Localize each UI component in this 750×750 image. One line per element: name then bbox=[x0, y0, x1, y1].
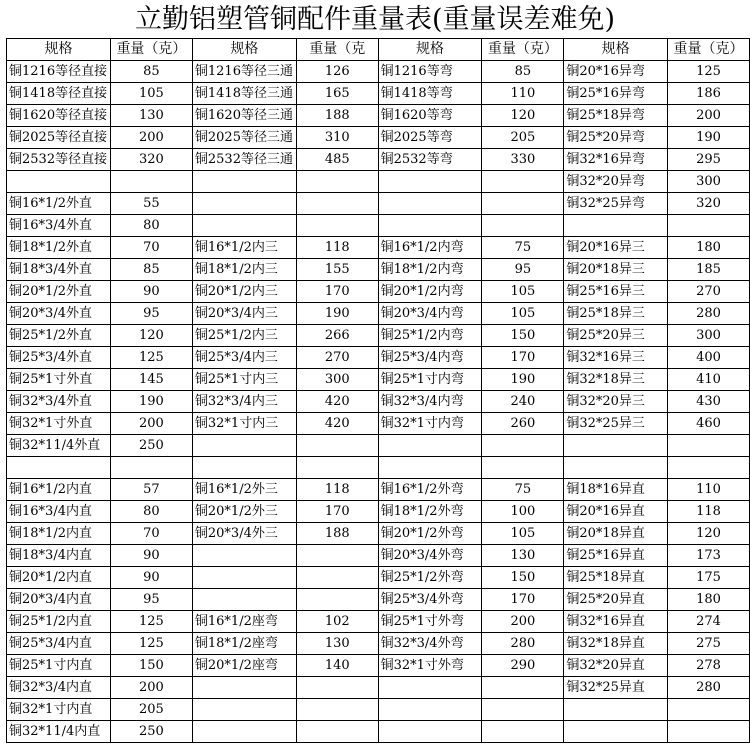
spec-cell: 铜1620等弯 bbox=[378, 105, 482, 127]
spec-cell: 铜32*20异直 bbox=[564, 655, 668, 677]
weight-cell: 400 bbox=[668, 347, 750, 369]
weight-cell: 125 bbox=[110, 347, 192, 369]
table-row bbox=[7, 325, 750, 347]
weight-cell bbox=[482, 435, 564, 457]
spec-cell: 铜20*1/2座弯 bbox=[192, 655, 296, 677]
spec-cell: 铜20*1/2内直 bbox=[7, 567, 111, 589]
weight-cell: 278 bbox=[668, 655, 750, 677]
table-row bbox=[7, 215, 750, 237]
table-row bbox=[7, 237, 750, 259]
spec-cell: 铜16*1/2内直 bbox=[7, 479, 111, 501]
spec-cell: 铜32*3/4内弯 bbox=[378, 391, 482, 413]
weight-cell: 320 bbox=[110, 149, 192, 171]
table-row bbox=[7, 83, 750, 105]
weight-cell: 173 bbox=[668, 545, 750, 567]
spec-cell: 铜2025等径直接 bbox=[7, 127, 111, 149]
spec-cell: 铜25*18异弯 bbox=[564, 105, 668, 127]
spec-cell: 铜20*3/4内直 bbox=[7, 589, 111, 611]
spec-cell: 铜20*3/4内弯 bbox=[378, 303, 482, 325]
spec-cell: 铜2532等弯 bbox=[378, 149, 482, 171]
weight-cell: 280 bbox=[482, 633, 564, 655]
header-row bbox=[7, 39, 750, 61]
spec-cell bbox=[378, 193, 482, 215]
weight-cell: 280 bbox=[668, 303, 750, 325]
weight-cell: 150 bbox=[482, 325, 564, 347]
weight-cell: 105 bbox=[110, 83, 192, 105]
spec-cell bbox=[378, 699, 482, 721]
weight-cell bbox=[482, 171, 564, 193]
spec-cell: 铜32*25异三 bbox=[564, 413, 668, 435]
weight-cell: 295 bbox=[668, 149, 750, 171]
header-spec: 规格 bbox=[192, 39, 296, 61]
table-row bbox=[7, 545, 750, 567]
weight-cell: 130 bbox=[482, 545, 564, 567]
weight-cell bbox=[668, 699, 750, 721]
weight-table-body bbox=[7, 39, 750, 743]
spec-cell: 铜32*20异三 bbox=[564, 391, 668, 413]
weight-cell bbox=[296, 435, 378, 457]
weight-cell: 190 bbox=[668, 127, 750, 149]
weight-cell: 85 bbox=[482, 61, 564, 83]
weight-cell: 57 bbox=[110, 479, 192, 501]
weight-cell: 75 bbox=[482, 479, 564, 501]
weight-cell bbox=[482, 215, 564, 237]
weight-cell: 274 bbox=[668, 611, 750, 633]
table-row bbox=[7, 457, 750, 479]
table-row bbox=[7, 127, 750, 149]
spec-cell: 铜20*16异三 bbox=[564, 237, 668, 259]
spec-cell: 铜32*1寸内直 bbox=[7, 699, 111, 721]
weight-cell: 80 bbox=[110, 501, 192, 523]
table-row bbox=[7, 655, 750, 677]
spec-cell: 铜2025等弯 bbox=[378, 127, 482, 149]
weight-cell bbox=[482, 193, 564, 215]
weight-cell: 118 bbox=[668, 501, 750, 523]
weight-cell: 105 bbox=[482, 523, 564, 545]
weight-cell: 190 bbox=[296, 303, 378, 325]
table-row bbox=[7, 171, 750, 193]
weight-cell: 125 bbox=[110, 633, 192, 655]
header-spec: 规格 bbox=[7, 39, 111, 61]
weight-cell: 300 bbox=[296, 369, 378, 391]
weight-cell: 125 bbox=[110, 611, 192, 633]
header-weight: 重量（克） bbox=[110, 39, 192, 61]
spec-cell: 铜32*1寸内弯 bbox=[378, 413, 482, 435]
spec-cell: 铜32*3/4内三 bbox=[192, 391, 296, 413]
spec-cell bbox=[192, 435, 296, 457]
spec-cell bbox=[378, 677, 482, 699]
weight-cell: 300 bbox=[668, 325, 750, 347]
weight-cell: 155 bbox=[296, 259, 378, 281]
spec-cell bbox=[192, 699, 296, 721]
weight-cell: 200 bbox=[110, 677, 192, 699]
weight-cell bbox=[482, 699, 564, 721]
table-row bbox=[7, 677, 750, 699]
weight-cell: 266 bbox=[296, 325, 378, 347]
weight-cell: 130 bbox=[296, 633, 378, 655]
spec-cell: 铜25*1寸外弯 bbox=[378, 611, 482, 633]
table-row bbox=[7, 699, 750, 721]
spec-cell: 铜16*1/2内三 bbox=[192, 237, 296, 259]
header-weight: 重量（克） bbox=[668, 39, 750, 61]
weight-cell: 165 bbox=[296, 83, 378, 105]
spec-cell: 铜18*1/2外弯 bbox=[378, 501, 482, 523]
spec-cell: 铜25*3/4内弯 bbox=[378, 347, 482, 369]
spec-cell: 铜32*16异三 bbox=[564, 347, 668, 369]
spec-cell bbox=[378, 215, 482, 237]
spec-cell: 铜25*1/2外弯 bbox=[378, 567, 482, 589]
table-row bbox=[7, 193, 750, 215]
table-row bbox=[7, 479, 750, 501]
header-weight: 重量（克 bbox=[296, 39, 378, 61]
spec-cell: 铜25*18异三 bbox=[564, 303, 668, 325]
spec-cell bbox=[192, 545, 296, 567]
spec-cell: 铜20*1/2外直 bbox=[7, 281, 111, 303]
spec-cell: 铜25*1寸内弯 bbox=[378, 369, 482, 391]
weight-cell: 125 bbox=[668, 61, 750, 83]
weight-cell: 250 bbox=[110, 721, 192, 743]
weight-cell: 250 bbox=[110, 435, 192, 457]
weight-cell: 90 bbox=[110, 567, 192, 589]
weight-cell bbox=[296, 457, 378, 479]
spec-cell: 铜18*1/2内直 bbox=[7, 523, 111, 545]
weight-cell: 200 bbox=[482, 611, 564, 633]
weight-cell: 280 bbox=[668, 677, 750, 699]
spec-cell: 铜32*20异弯 bbox=[564, 171, 668, 193]
table-row bbox=[7, 589, 750, 611]
weight-cell: 200 bbox=[668, 105, 750, 127]
spec-cell: 铜16*1/2外弯 bbox=[378, 479, 482, 501]
spec-cell: 铜1418等径三通 bbox=[192, 83, 296, 105]
spec-cell: 铜16*3/4外直 bbox=[7, 215, 111, 237]
weight-cell: 420 bbox=[296, 413, 378, 435]
weight-cell bbox=[296, 699, 378, 721]
table-row bbox=[7, 413, 750, 435]
spec-cell: 铜25*18异直 bbox=[564, 567, 668, 589]
weight-cell: 85 bbox=[110, 259, 192, 281]
page-title: 立勤铝塑管铜配件重量表(重量误差难免) bbox=[134, 4, 616, 35]
weight-cell: 460 bbox=[668, 413, 750, 435]
weight-cell: 70 bbox=[110, 523, 192, 545]
table-row bbox=[7, 347, 750, 369]
weight-cell: 110 bbox=[668, 479, 750, 501]
weight-table bbox=[6, 38, 750, 743]
weight-cell: 180 bbox=[668, 237, 750, 259]
weight-cell: 55 bbox=[110, 193, 192, 215]
weight-cell: 150 bbox=[110, 655, 192, 677]
spec-cell: 铜25*1/2外直 bbox=[7, 325, 111, 347]
weight-cell bbox=[296, 545, 378, 567]
table-row bbox=[7, 435, 750, 457]
weight-cell: 430 bbox=[668, 391, 750, 413]
spec-cell bbox=[378, 457, 482, 479]
spec-cell: 铜16*1/2外直 bbox=[7, 193, 111, 215]
weight-cell bbox=[482, 721, 564, 743]
table-row bbox=[7, 259, 750, 281]
spec-cell: 铜32*16异直 bbox=[564, 611, 668, 633]
header-weight: 重量（克） bbox=[482, 39, 564, 61]
spec-cell: 铜32*25异弯 bbox=[564, 193, 668, 215]
weight-cell: 150 bbox=[482, 567, 564, 589]
spec-cell: 铜32*25异直 bbox=[564, 677, 668, 699]
weight-cell: 270 bbox=[296, 347, 378, 369]
spec-cell: 铜25*20异弯 bbox=[564, 127, 668, 149]
spec-cell: 铜32*11/4外直 bbox=[7, 435, 111, 457]
spec-cell: 铜32*18异三 bbox=[564, 369, 668, 391]
spec-cell bbox=[7, 171, 111, 193]
weight-cell bbox=[296, 677, 378, 699]
spec-cell bbox=[192, 589, 296, 611]
weight-cell: 90 bbox=[110, 545, 192, 567]
spec-cell: 铜2532等径直接 bbox=[7, 149, 111, 171]
weight-cell bbox=[668, 435, 750, 457]
spec-cell: 铜20*3/4外弯 bbox=[378, 545, 482, 567]
weight-cell: 70 bbox=[110, 237, 192, 259]
spec-cell bbox=[192, 677, 296, 699]
spec-cell: 铜20*1/2外三 bbox=[192, 501, 296, 523]
spec-cell: 铜20*16异弯 bbox=[564, 61, 668, 83]
weight-cell: 200 bbox=[110, 127, 192, 149]
spec-cell: 铜25*3/4内三 bbox=[192, 347, 296, 369]
spec-cell bbox=[378, 435, 482, 457]
table-row bbox=[7, 149, 750, 171]
weight-cell: 130 bbox=[110, 105, 192, 127]
weight-cell bbox=[482, 677, 564, 699]
weight-cell: 118 bbox=[296, 479, 378, 501]
spec-cell: 铜18*1/2内弯 bbox=[378, 259, 482, 281]
spec-cell: 铜1620等径三通 bbox=[192, 105, 296, 127]
weight-cell: 80 bbox=[110, 215, 192, 237]
spec-cell: 铜16*3/4内直 bbox=[7, 501, 111, 523]
weight-cell: 140 bbox=[296, 655, 378, 677]
weight-cell: 290 bbox=[482, 655, 564, 677]
spec-cell bbox=[564, 457, 668, 479]
spec-cell: 铜18*3/4内直 bbox=[7, 545, 111, 567]
spec-cell bbox=[192, 457, 296, 479]
spec-cell: 铜18*1/2内三 bbox=[192, 259, 296, 281]
weight-cell: 300 bbox=[668, 171, 750, 193]
spec-cell: 铜16*1/2座弯 bbox=[192, 611, 296, 633]
weight-cell: 105 bbox=[482, 281, 564, 303]
weight-cell bbox=[296, 589, 378, 611]
spec-cell: 铜20*1/2内三 bbox=[192, 281, 296, 303]
spec-cell: 铜25*1寸外直 bbox=[7, 369, 111, 391]
spec-cell: 铜32*3/4外弯 bbox=[378, 633, 482, 655]
spec-cell: 铜32*16异弯 bbox=[564, 149, 668, 171]
weight-cell: 180 bbox=[668, 589, 750, 611]
spec-cell: 铜20*1/2内弯 bbox=[378, 281, 482, 303]
spec-cell: 铜20*18异直 bbox=[564, 523, 668, 545]
weight-cell bbox=[110, 171, 192, 193]
weight-cell: 420 bbox=[296, 391, 378, 413]
weight-cell: 120 bbox=[668, 523, 750, 545]
weight-cell: 105 bbox=[482, 303, 564, 325]
weight-cell: 320 bbox=[668, 193, 750, 215]
weight-cell: 186 bbox=[668, 83, 750, 105]
spec-cell bbox=[192, 721, 296, 743]
weight-cell: 200 bbox=[110, 413, 192, 435]
weight-cell: 240 bbox=[482, 391, 564, 413]
weight-cell bbox=[668, 457, 750, 479]
weight-cell: 90 bbox=[110, 281, 192, 303]
spec-cell: 铜25*3/4外弯 bbox=[378, 589, 482, 611]
table-row bbox=[7, 391, 750, 413]
header-spec: 规格 bbox=[378, 39, 482, 61]
table-row bbox=[7, 501, 750, 523]
spec-cell: 铜1620等径直接 bbox=[7, 105, 111, 127]
spec-cell bbox=[564, 721, 668, 743]
table-row bbox=[7, 567, 750, 589]
spec-cell bbox=[192, 171, 296, 193]
weight-cell bbox=[296, 193, 378, 215]
weight-cell: 175 bbox=[668, 567, 750, 589]
weight-cell: 260 bbox=[482, 413, 564, 435]
spec-cell: 铜32*3/4外直 bbox=[7, 391, 111, 413]
weight-cell: 330 bbox=[482, 149, 564, 171]
header-spec: 规格 bbox=[564, 39, 668, 61]
weight-cell: 110 bbox=[482, 83, 564, 105]
weight-cell: 100 bbox=[482, 501, 564, 523]
weight-cell bbox=[110, 457, 192, 479]
spec-cell: 铜25*3/4外直 bbox=[7, 347, 111, 369]
spec-cell: 铜25*16异直 bbox=[564, 545, 668, 567]
spec-cell: 铜1216等径三通 bbox=[192, 61, 296, 83]
spec-cell: 铜32*18异直 bbox=[564, 633, 668, 655]
weight-cell bbox=[296, 721, 378, 743]
weight-cell: 185 bbox=[668, 259, 750, 281]
spec-cell: 铜25*3/4内直 bbox=[7, 633, 111, 655]
spec-cell: 铜32*1寸内三 bbox=[192, 413, 296, 435]
weight-cell: 205 bbox=[110, 699, 192, 721]
weight-cell: 95 bbox=[110, 589, 192, 611]
weight-cell: 205 bbox=[482, 127, 564, 149]
weight-cell bbox=[668, 215, 750, 237]
spec-cell bbox=[564, 699, 668, 721]
spec-cell: 铜25*1/2内弯 bbox=[378, 325, 482, 347]
weight-cell: 170 bbox=[296, 501, 378, 523]
spec-cell: 铜18*1/2外直 bbox=[7, 237, 111, 259]
spec-cell bbox=[7, 457, 111, 479]
weight-cell: 410 bbox=[668, 369, 750, 391]
weight-cell: 118 bbox=[296, 237, 378, 259]
spec-cell: 铜20*3/4内三 bbox=[192, 303, 296, 325]
weight-cell: 485 bbox=[296, 149, 378, 171]
spec-cell: 铜25*20异三 bbox=[564, 325, 668, 347]
spec-cell: 铜1418等径直接 bbox=[7, 83, 111, 105]
weight-cell bbox=[296, 171, 378, 193]
spec-cell bbox=[378, 721, 482, 743]
weight-cell bbox=[296, 567, 378, 589]
spec-cell: 铜25*16异三 bbox=[564, 281, 668, 303]
table-row bbox=[7, 611, 750, 633]
weight-cell: 170 bbox=[482, 589, 564, 611]
spec-cell: 铜32*1寸外弯 bbox=[378, 655, 482, 677]
spec-cell: 铜20*1/2外弯 bbox=[378, 523, 482, 545]
weight-cell: 270 bbox=[668, 281, 750, 303]
spec-cell: 铜20*3/4外三 bbox=[192, 523, 296, 545]
weight-cell: 188 bbox=[296, 105, 378, 127]
spec-cell bbox=[192, 567, 296, 589]
table-row bbox=[7, 105, 750, 127]
spec-cell: 铜18*16异直 bbox=[564, 479, 668, 501]
weight-cell: 275 bbox=[668, 633, 750, 655]
weight-cell: 85 bbox=[110, 61, 192, 83]
spec-cell: 铜20*16异直 bbox=[564, 501, 668, 523]
spec-cell bbox=[378, 171, 482, 193]
weight-cell: 102 bbox=[296, 611, 378, 633]
spec-cell: 铜1216等径直接 bbox=[7, 61, 111, 83]
weight-cell bbox=[668, 721, 750, 743]
weight-cell: 120 bbox=[482, 105, 564, 127]
spec-cell: 铜25*1/2内直 bbox=[7, 611, 111, 633]
weight-cell bbox=[482, 457, 564, 479]
spec-cell bbox=[564, 435, 668, 457]
weight-cell: 170 bbox=[296, 281, 378, 303]
spec-cell: 铜25*20异直 bbox=[564, 589, 668, 611]
table-row bbox=[7, 281, 750, 303]
spec-cell: 铜32*1寸外直 bbox=[7, 413, 111, 435]
table-row bbox=[7, 61, 750, 83]
table-row bbox=[7, 633, 750, 655]
spec-cell bbox=[192, 193, 296, 215]
weight-cell: 126 bbox=[296, 61, 378, 83]
weight-cell: 190 bbox=[482, 369, 564, 391]
spec-cell: 铜32*3/4内直 bbox=[7, 677, 111, 699]
weight-cell: 75 bbox=[482, 237, 564, 259]
spec-cell: 铜25*16异弯 bbox=[564, 83, 668, 105]
spec-cell bbox=[192, 215, 296, 237]
spec-cell: 铜18*1/2座弯 bbox=[192, 633, 296, 655]
spec-cell: 铜16*1/2内弯 bbox=[378, 237, 482, 259]
spec-cell: 铜16*1/2外三 bbox=[192, 479, 296, 501]
weight-cell: 120 bbox=[110, 325, 192, 347]
spec-cell: 铜18*3/4外直 bbox=[7, 259, 111, 281]
weight-cell: 188 bbox=[296, 523, 378, 545]
weight-cell: 95 bbox=[482, 259, 564, 281]
weight-cell: 95 bbox=[110, 303, 192, 325]
table-row bbox=[7, 369, 750, 391]
spec-cell: 铜20*3/4外直 bbox=[7, 303, 111, 325]
weight-cell bbox=[296, 215, 378, 237]
spec-cell: 铜25*1寸内三 bbox=[192, 369, 296, 391]
weight-cell: 145 bbox=[110, 369, 192, 391]
table-row bbox=[7, 303, 750, 325]
weight-cell: 310 bbox=[296, 127, 378, 149]
spec-cell: 铜1418等弯 bbox=[378, 83, 482, 105]
spec-cell bbox=[564, 215, 668, 237]
spec-cell: 铜1216等弯 bbox=[378, 61, 482, 83]
table-row bbox=[7, 523, 750, 545]
spec-cell: 铜32*11/4内直 bbox=[7, 721, 111, 743]
spec-cell: 铜25*1/2内三 bbox=[192, 325, 296, 347]
spec-cell: 铜20*18异三 bbox=[564, 259, 668, 281]
spec-cell: 铜2025等径三通 bbox=[192, 127, 296, 149]
spec-cell: 铜25*1寸内直 bbox=[7, 655, 111, 677]
weight-cell: 170 bbox=[482, 347, 564, 369]
weight-cell: 190 bbox=[110, 391, 192, 413]
table-row bbox=[7, 721, 750, 743]
spec-cell: 铜2532等径三通 bbox=[192, 149, 296, 171]
